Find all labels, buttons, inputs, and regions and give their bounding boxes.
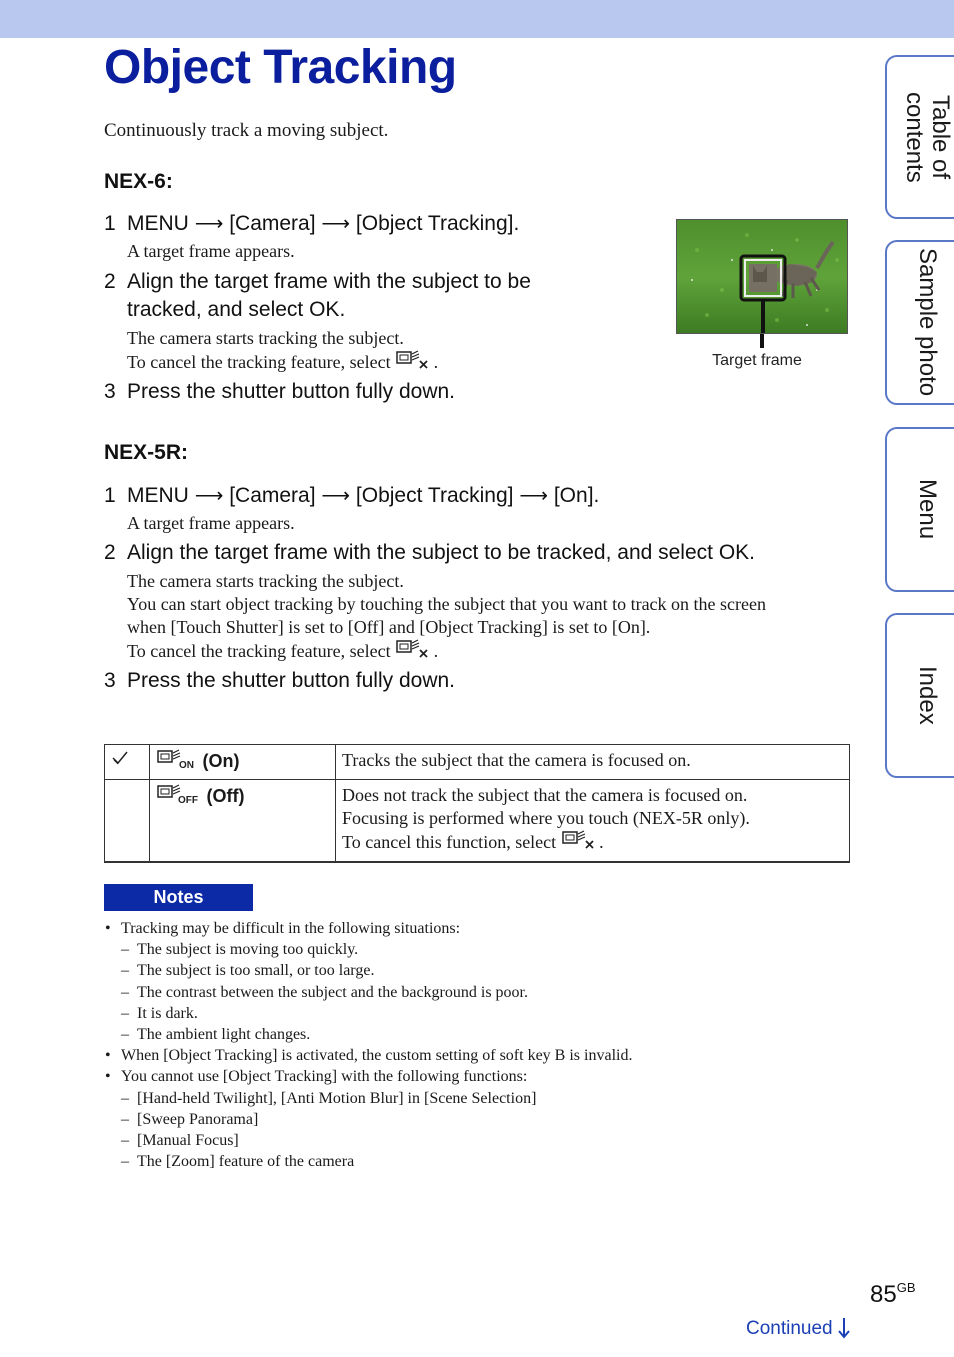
options-table bbox=[104, 744, 850, 863]
checkmark-icon bbox=[111, 750, 129, 770]
continued-label: Continued bbox=[746, 1318, 833, 1339]
arrow-right-icon: ⟶ bbox=[194, 485, 224, 507]
step-number: 2 bbox=[104, 541, 116, 564]
menu-path-item: [Camera] bbox=[229, 212, 316, 235]
table-row bbox=[105, 780, 850, 862]
nex6-step-2-cancel bbox=[127, 350, 438, 374]
option-description: Focusing is performed where you touch (NEX-5R only). bbox=[342, 808, 750, 828]
nex6-heading: NEX-6: bbox=[104, 170, 173, 193]
note-bullet-item: • Tracking may be difficult in the following situations: bbox=[104, 918, 632, 939]
step-number: 1 bbox=[104, 212, 116, 235]
cancel-text: To cancel the tracking feature, select bbox=[127, 352, 391, 372]
nex5r-step-2-note: when [Touch Shutter] is set to [Off] and [Object Tracking] is set to [On]. bbox=[127, 617, 651, 637]
step-text: Press the shutter button fully down. bbox=[127, 380, 456, 403]
arrow-right-icon: ⟶ bbox=[194, 213, 224, 235]
menu-path-item: [Object Tracking]. bbox=[355, 212, 520, 235]
tab-table-of-contents[interactable] bbox=[885, 55, 954, 219]
note-dash-item: – It is dark. bbox=[104, 1003, 632, 1024]
photo-caption: Target frame bbox=[712, 352, 802, 369]
step-text-line: Align the target frame with the subject to be bbox=[127, 270, 531, 293]
note-dash-item: – The ambient light changes. bbox=[104, 1024, 632, 1045]
step-text: Press the shutter button fully down. bbox=[127, 669, 456, 692]
cat-tracking-photo bbox=[676, 219, 848, 334]
menu-path-item: [Camera] bbox=[229, 484, 316, 507]
arrow-down-icon bbox=[838, 1318, 850, 1339]
step-text-line: tracked, and select OK. bbox=[127, 298, 346, 321]
nex6-step-2-note: The camera starts tracking the subject. bbox=[127, 328, 404, 348]
tracking-cancel-icon bbox=[395, 350, 429, 368]
page-number bbox=[870, 1280, 916, 1309]
intro-text: Continuously track a moving subject. bbox=[104, 120, 389, 141]
notes-heading: Notes bbox=[104, 884, 253, 911]
note-dash-item: – [Hand-held Twilight], [Anti Motion Blur] in [Scene Selection] bbox=[104, 1088, 632, 1109]
tab-index[interactable] bbox=[885, 613, 954, 778]
nex5r-step-2-cancel bbox=[127, 639, 438, 663]
note-dash-item: – [Manual Focus] bbox=[104, 1130, 632, 1151]
note-dash-item: – The subject is too small, or too large. bbox=[104, 960, 632, 981]
step-number: 3 bbox=[104, 380, 116, 403]
note-bullet-item: • You cannot use [Object Tracking] with the following functions: bbox=[104, 1066, 632, 1087]
menu-path-item: MENU bbox=[127, 484, 189, 507]
option-name-cell bbox=[150, 780, 336, 862]
option-description bbox=[342, 830, 843, 854]
notes-list bbox=[104, 918, 632, 1172]
menu-path-item: [Object Tracking] bbox=[355, 484, 514, 507]
default-marker-cell bbox=[105, 780, 150, 862]
tab-label: Table of contents bbox=[901, 91, 954, 183]
nex5r-step-3 bbox=[104, 667, 455, 695]
nex5r-heading: NEX-5R: bbox=[104, 441, 189, 464]
nex5r-step-1-note: A target frame appears. bbox=[127, 513, 295, 533]
nex6-step-1 bbox=[104, 210, 519, 238]
tab-label: Sample photo bbox=[914, 248, 941, 397]
nex6-step-2 bbox=[104, 268, 531, 324]
step-number: 2 bbox=[104, 270, 116, 293]
nex5r-step-2 bbox=[104, 539, 755, 567]
default-marker-cell bbox=[105, 745, 150, 780]
target-frame-leader-line bbox=[760, 334, 764, 348]
icon-state-text: ON bbox=[179, 760, 194, 769]
option-description: Does not track the subject that the camera is focused on. bbox=[342, 785, 748, 805]
option-description-cell bbox=[336, 780, 850, 862]
menu-path-item: [On]. bbox=[553, 484, 600, 507]
option-label: (Off) bbox=[206, 786, 245, 806]
nex5r-step-2-note: You can start object tracking by touching the subject that you want to track on the screen bbox=[127, 594, 766, 614]
note-dash-item: – The contrast between the subject and the background is poor. bbox=[104, 982, 632, 1003]
cancel-text: To cancel the tracking feature, select bbox=[127, 641, 391, 661]
cancel-text: To cancel this function, select bbox=[342, 832, 557, 852]
tracking-on-icon bbox=[156, 749, 198, 767]
arrow-right-icon: ⟶ bbox=[321, 213, 351, 235]
nex5r-step-1 bbox=[104, 482, 599, 510]
tab-label: Menu bbox=[914, 479, 941, 540]
table-row bbox=[105, 745, 850, 780]
tab-label: Index bbox=[914, 666, 941, 725]
arrow-right-icon: ⟶ bbox=[321, 485, 351, 507]
note-dash-item: – The subject is moving too quickly. bbox=[104, 939, 632, 960]
step-text: Align the target frame with the subject to be tracked, and select OK. bbox=[127, 541, 756, 564]
top-banner bbox=[0, 0, 954, 38]
nex6-step-3 bbox=[104, 378, 455, 406]
period: . bbox=[433, 352, 439, 372]
tab-sample-photo[interactable] bbox=[885, 240, 954, 405]
note-dash-item: – [Sweep Panorama] bbox=[104, 1109, 632, 1130]
step-number: 3 bbox=[104, 669, 116, 692]
arrow-right-icon: ⟶ bbox=[519, 485, 548, 507]
nex6-step-1-note: A target frame appears. bbox=[127, 241, 295, 261]
option-description-cell bbox=[336, 745, 850, 780]
page-number-value: 85 bbox=[870, 1281, 897, 1308]
menu-path-item: MENU bbox=[127, 212, 189, 235]
period: . bbox=[599, 832, 604, 852]
period: . bbox=[433, 641, 439, 661]
option-label: (On) bbox=[202, 751, 240, 771]
option-name-cell bbox=[150, 745, 336, 780]
tracking-off-icon bbox=[156, 784, 202, 802]
note-dash-item: – The [Zoom] feature of the camera bbox=[104, 1151, 632, 1172]
icon-state-text: OFF bbox=[178, 795, 198, 804]
tracking-cancel-icon bbox=[395, 639, 429, 657]
note-bullet-item: • When [Object Tracking] is activated, the custom setting of soft key B is invalid. bbox=[104, 1045, 632, 1066]
tracking-cancel-icon bbox=[561, 830, 595, 848]
tab-menu[interactable] bbox=[885, 427, 954, 592]
continued-link[interactable] bbox=[746, 1317, 850, 1340]
nex5r-step-2-note: The camera starts tracking the subject. bbox=[127, 571, 404, 591]
option-description: Tracks the subject that the camera is focused on. bbox=[342, 750, 691, 770]
page-title: Object Tracking bbox=[104, 41, 457, 94]
step-number: 1 bbox=[104, 484, 116, 507]
page-suffix: GB bbox=[896, 1280, 916, 1295]
